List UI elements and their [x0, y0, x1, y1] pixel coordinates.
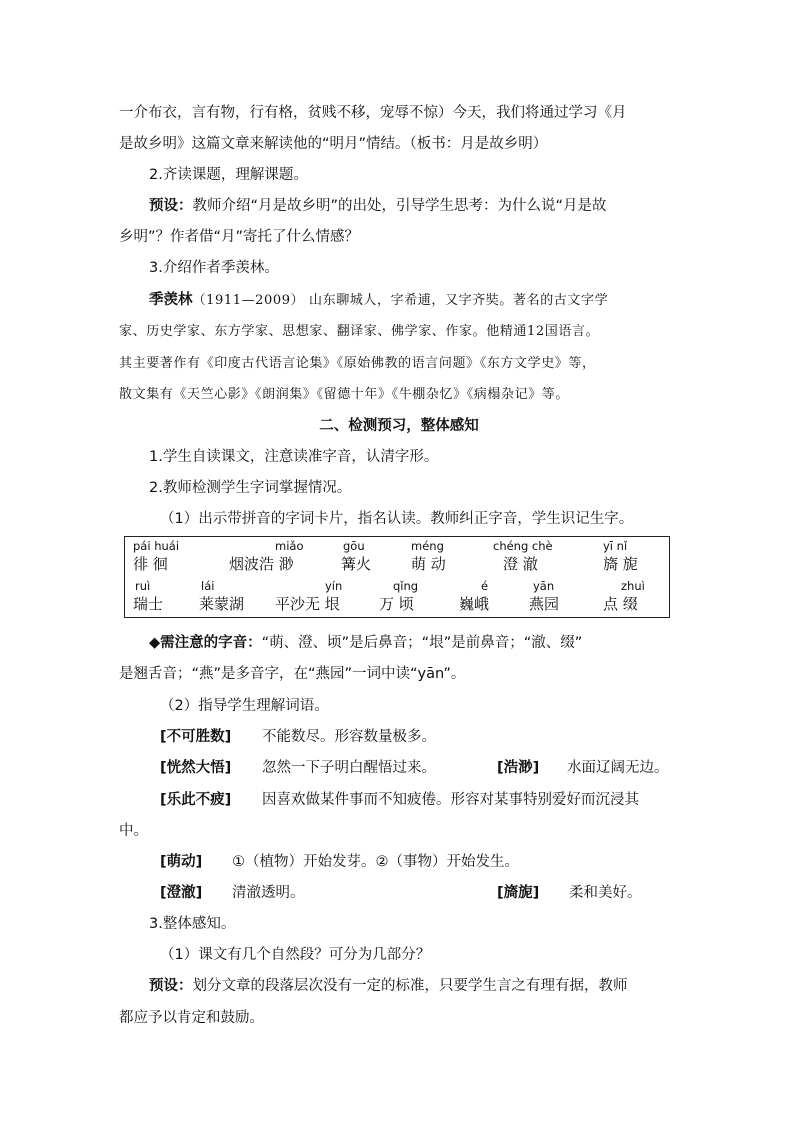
intro-line-1: 一介布衣，言有物，行有格，贫贱不移，宠辱不惊）今天，我们将通过学习《月	[119, 105, 627, 121]
sub-step-2: （2）指导学生理解词语。	[160, 698, 329, 714]
pinyin: qǐng	[393, 579, 419, 593]
preset-text: 划分文章的段落层次没有一定的标准，只要学生言之有理有据，教师	[192, 978, 628, 994]
term-definition: 因喜欢做某件事而不知疲倦。形容对某事特别爱好而沉浸其	[262, 792, 639, 808]
pinyin: lái	[201, 579, 215, 593]
term-definition: 水面辽阔无边。	[567, 760, 669, 776]
word: 点 缀	[603, 595, 638, 613]
preset-line-2b: 都应予以肯定和鼓励。	[119, 1010, 264, 1026]
preset-label: 预设：	[149, 978, 193, 994]
word: 萌 动	[411, 555, 446, 573]
section-step-3: 3.整体感知。	[149, 916, 236, 932]
term-definition: 忽然一下子明白醒悟过来。	[262, 760, 436, 776]
preset-paragraph-1	[149, 196, 679, 216]
pinyin: é	[481, 579, 489, 593]
pinyin: yān	[533, 579, 555, 593]
word: 徘 徊	[133, 555, 168, 573]
section-step-1: 1.学生自读课文，注意读准字音，认清字形。	[149, 449, 439, 465]
step-2: 2.齐读课题，理解课题。	[149, 167, 308, 183]
term-label: [乐此不疲]	[160, 792, 232, 808]
sub-step-1: （1）出示带拼音的字词卡片，指名认读。教师纠正字音，学生识记生字。	[160, 511, 634, 527]
author-name: 季羡林	[149, 292, 193, 308]
pinyin-word-card	[124, 536, 670, 618]
section-step-2: 2.教师检测学生字词掌握情况。	[149, 480, 352, 496]
question-1: （1）课文有几个自然段？可分为几部分？	[160, 947, 431, 963]
term-definition: ①（植物）开始发芽。②（事物）开始发生。	[232, 854, 519, 870]
word: 万 顷	[379, 595, 414, 613]
note-text: “萌、澄、顷”是后鼻音；“垠”是前鼻音；“澈、缀”	[261, 635, 583, 651]
pronunciation-note	[149, 633, 679, 653]
pinyin: ruì	[135, 579, 151, 593]
term-label: [浩渺]	[497, 760, 540, 776]
bio-line-4: 散文集有《天竺心影》《朗润集》《留德十年》《牛棚杂忆》《病榻杂记》等。	[119, 387, 570, 402]
term-definition: 柔和美好。	[569, 885, 642, 901]
bio-text: （1911—2009） 山东聊城人，字希逋，又字齐奘。著名的古文字学	[192, 293, 609, 308]
pinyin: chéng chè	[493, 539, 553, 553]
word: 燕园	[529, 595, 560, 613]
pinyin: miǎo	[275, 539, 304, 553]
note-line-2: 是翘舌音；“燕”是多音字，在“燕园”一词中读“yān”。	[119, 666, 466, 682]
term-label: [旖旎]	[497, 885, 540, 901]
term-label: [恍然大悟]	[160, 760, 232, 776]
term-definition: 不能数尽。形容数量极多。	[262, 729, 436, 745]
word: 篝火	[341, 555, 372, 573]
pinyin: zhuì	[621, 579, 645, 593]
preset-label: 预设：	[149, 198, 193, 214]
bio-line-1	[149, 290, 679, 311]
section-title: 二、检测预习，整体感知	[319, 418, 479, 434]
pinyin: pái huái	[133, 539, 180, 553]
note-label: ◆需注意的字音：	[149, 635, 262, 651]
pinyin: yī nǐ	[603, 539, 628, 553]
term-label: [不可胜数]	[160, 729, 232, 745]
word: 澄 澈	[503, 555, 538, 573]
word: 烟波浩 渺	[229, 555, 294, 573]
term-label: [澄澈]	[160, 885, 203, 901]
term-definition: 清澈透明。	[232, 885, 305, 901]
step-3: 3.介绍作者季羡林。	[149, 260, 279, 276]
pinyin: gōu	[343, 539, 365, 553]
word: 莱蒙湖	[199, 595, 245, 613]
term-definition-cont: 中。	[119, 823, 148, 839]
term-label: [萌动]	[160, 854, 203, 870]
intro-line-2: 是故乡明》这篇文章来解读他的“明月”情结。（板书：月是故乡明）	[119, 136, 548, 152]
preset-paragraph-2	[149, 976, 679, 996]
bio-line-2: 家、历史学家、东方学家、思想家、翻译家、佛学家、作家。他精通12国语言。	[119, 324, 600, 339]
bio-line-3: 其主要著作有《印度古代语言论集》《原始佛教的语言问题》《东方文学史》等，	[119, 356, 596, 371]
pinyin: méng	[411, 539, 444, 553]
preset-text: 教师介绍“月是故乡明”的出处，引导学生思考：为什么说“月是故	[192, 198, 607, 214]
word: 平沙无 垠	[275, 595, 340, 613]
preset-line-2: 乡明”？作者借“月”寄托了什么情感？	[119, 229, 360, 245]
pinyin: yín	[325, 579, 343, 593]
word: 巍峨	[459, 595, 490, 613]
word: 旖 旎	[603, 555, 638, 573]
word: 瑞士	[133, 595, 164, 613]
